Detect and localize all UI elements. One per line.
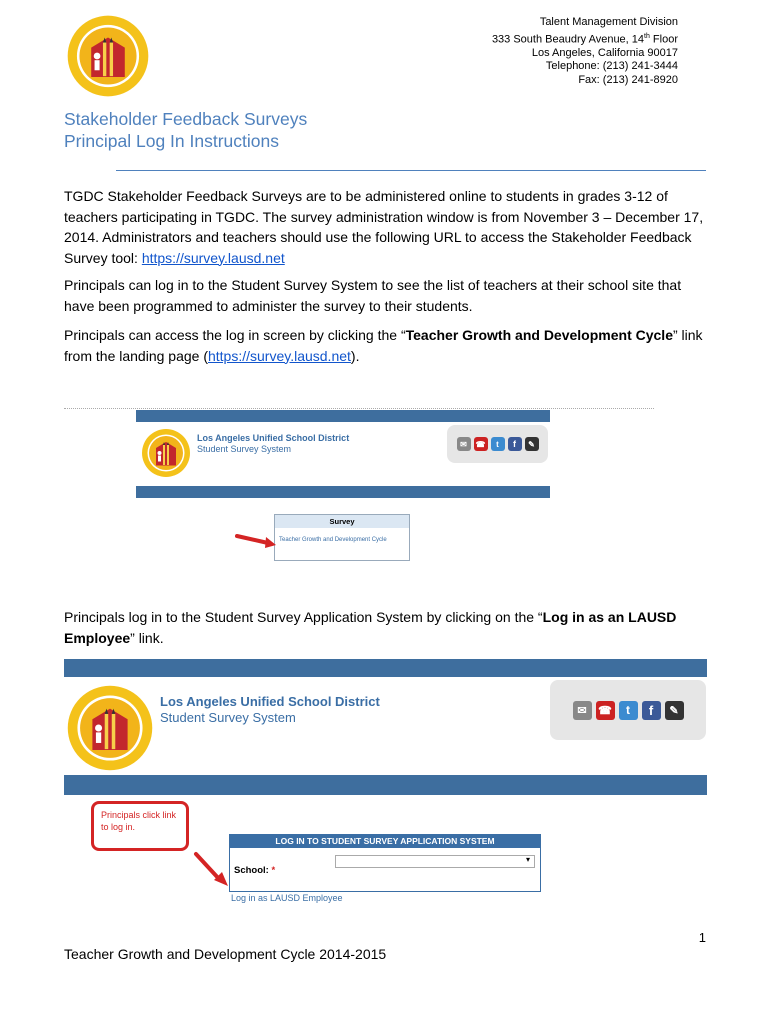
document-title <box>64 108 307 152</box>
email-icon[interactable]: ✉ <box>457 437 471 451</box>
ss1-bottom-band <box>136 486 550 498</box>
chevron-down-icon: ▾ <box>525 855 530 864</box>
red-arrow-icon <box>234 532 278 550</box>
ss2-district-name: Los Angeles Unified School District <box>160 694 380 709</box>
school-select[interactable] <box>335 855 535 868</box>
school-label: School: * <box>234 865 276 876</box>
survey-panel-title: Survey <box>275 515 409 528</box>
paragraph-access-login: Principals can access the log in screen by clicking the “Teacher Growth and Development Cycle” link from the landing page (https://survey.lausd.net). <box>64 327 703 364</box>
title-line-1: Stakeholder Feedback Surveys <box>64 109 308 129</box>
ss2-bottom-band <box>64 775 707 795</box>
paragraph-login-employee: Principals log in to the Student Survey Application System by clicking on the “Log in as an LAUSD Employee” link. <box>64 609 677 646</box>
ss1-social-bar <box>447 425 548 463</box>
ss2-top-band <box>64 659 707 677</box>
ss1-seal-logo <box>141 428 191 478</box>
ss2-seal-logo <box>66 684 154 772</box>
ss1-district-name: Los Angeles Unified School District <box>197 433 350 443</box>
twitter-icon[interactable]: t <box>491 437 505 451</box>
ss1-survey-panel <box>274 514 410 561</box>
twitter-icon[interactable]: t <box>619 701 638 720</box>
footer-text: Teacher Growth and Development Cycle 2014-2015 <box>64 946 387 962</box>
principals-callout: Principals click link to log in. <box>91 801 189 851</box>
teacher-growth-link[interactable]: Teacher Growth and Development Cycle <box>279 537 387 543</box>
ss2-login-panel <box>229 834 541 892</box>
facebook-icon[interactable]: f <box>642 701 661 720</box>
header-address <box>492 16 678 87</box>
edit-icon[interactable]: ✎ <box>525 437 539 451</box>
lausd-employee-login-link[interactable]: Log in as LAUSD Employee <box>231 893 343 903</box>
section-divider <box>64 408 654 409</box>
paragraph-intro: TGDC Stakeholder Feedback Surveys are to be administered online to students in grades 3-12 of teachers participating in TGDC. The survey administration window is from November 3 – December 17, 2014. Administrators and teachers should use the following URL to access the Stakeholder Feedback Survey tool: https://survey.lausd.net <box>64 188 704 266</box>
phone-icon[interactable]: ☎ <box>596 701 615 720</box>
street-address: 333 South Beaudry Avenue, 14th Floor <box>491 32 678 46</box>
title-line-2: Principal Log In Instructions <box>64 131 279 151</box>
facebook-icon[interactable]: f <box>508 437 522 451</box>
page-number: 1 <box>698 930 706 945</box>
email-icon[interactable]: ✉ <box>573 701 592 720</box>
lausd-seal-logo <box>66 14 150 98</box>
red-arrow-icon <box>192 850 232 890</box>
paragraph-principals-login: Principals can log in to the Student Survey System to see the list of teachers at their school site that have been programmed to administer the survey to their students. <box>64 277 682 314</box>
landing-page-link[interactable]: https://survey.lausd.net <box>207 347 351 364</box>
ss2-system-name: Student Survey System <box>160 710 296 725</box>
ss2-social-bar <box>550 680 706 740</box>
division-name: Talent Management Division <box>539 16 678 28</box>
title-divider <box>116 170 706 171</box>
ss1-top-band <box>136 410 550 422</box>
city-line: Los Angeles, California 90017 <box>531 46 678 59</box>
phone-icon[interactable]: ☎ <box>474 437 488 451</box>
edit-icon[interactable]: ✎ <box>665 701 684 720</box>
fax-line: Fax: (213) 241-8920 <box>578 73 678 86</box>
survey-url-link[interactable]: https://survey.lausd.net <box>141 249 285 266</box>
login-panel-title: LOG IN TO STUDENT SURVEY APPLICATION SYSTEM <box>230 835 540 848</box>
ss1-system-name: Student Survey System <box>197 444 292 454</box>
telephone-line: Telephone: (213) 241-3444 <box>545 60 678 73</box>
